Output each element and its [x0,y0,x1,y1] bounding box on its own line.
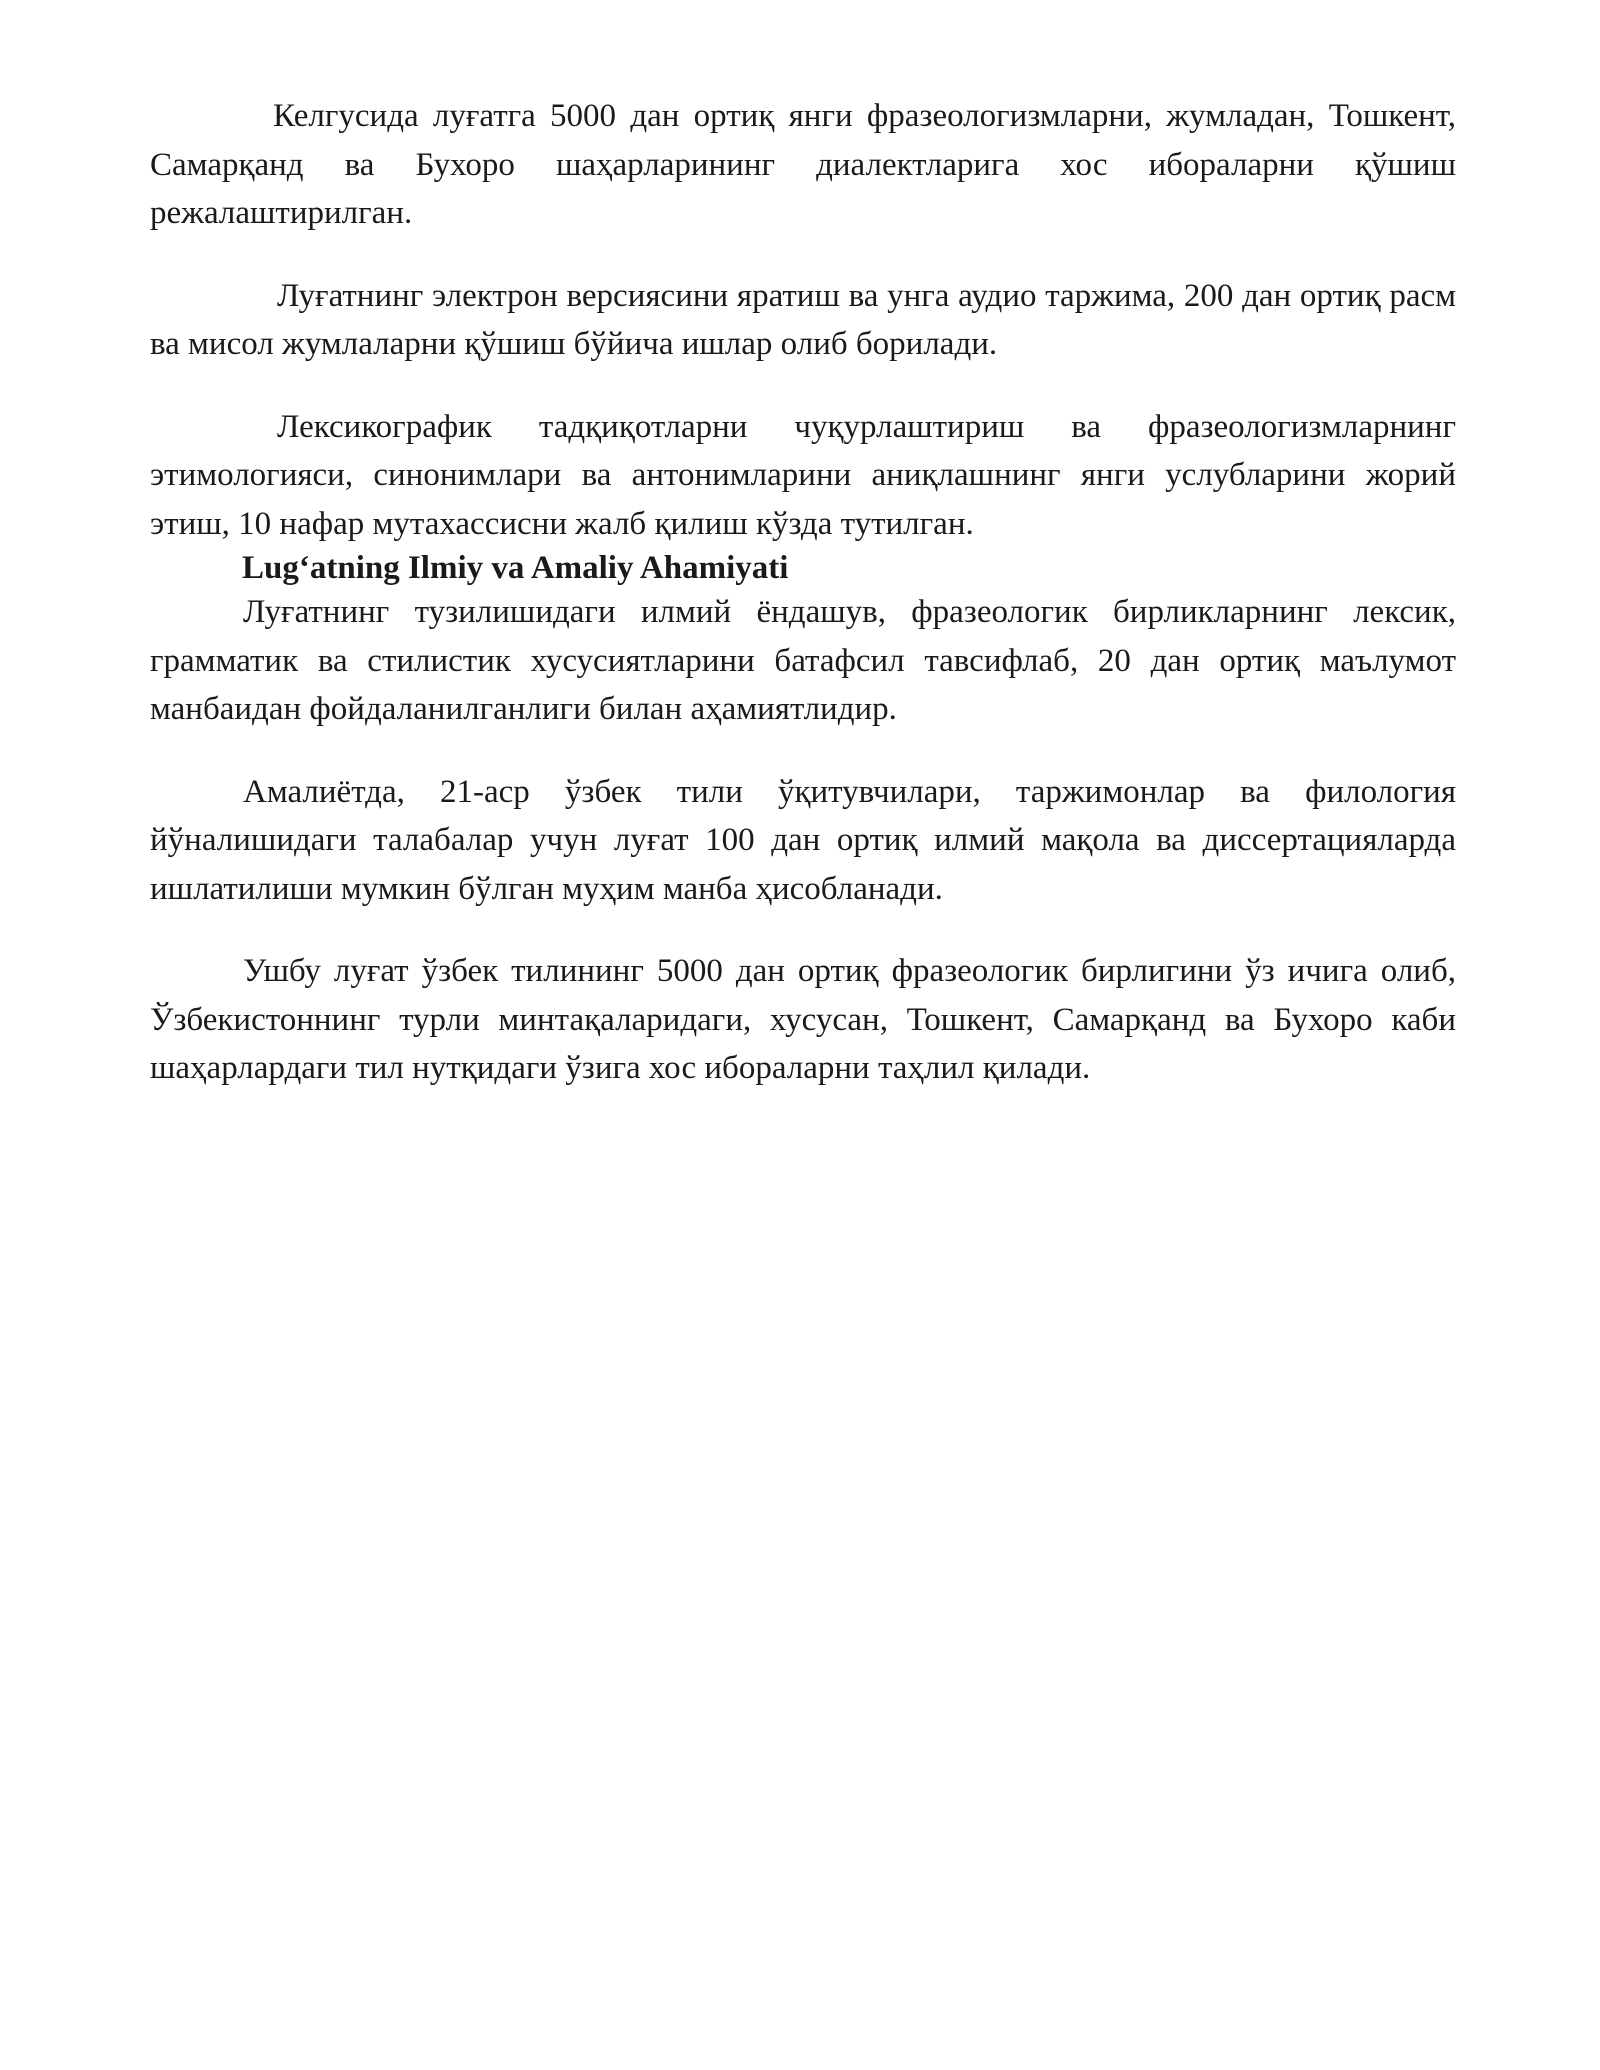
paragraph-electronic-version: Луғатнинг электрон версиясини яратиш ва унга аудио таржима, 200 дан ортиқ расм ва мисол жумлаларни қўшиш бўйича ишлар олиб борилади. [150,277,1456,362]
paragraph-scientific-approach: Луғатнинг тузилишидаги илмий ёндашув, фразеологик бирликларнинг лексик, грамматик ва стилистик хусусиятларини батафсил тавсифлаб, 20 дан ортиқ маълумот манбаидан фойдаланилганлиги билан аҳамиятлидир. [150,594,1456,727]
paragraph-research-plans: Лексикографик тадқиқотларни чуқурлаштириш ва фразеологизмларнинг этимологияси, синонимлари ва антонимларини аниқлашнинг янги услубларини жорий этиш, 10 нафар мутахассисни жалб қилиш кўзда тутилган. [150,408,1456,542]
paragraph-dictionary-summary: Ушбу луғат ўзбек тилининг 5000 дан ортиқ фразеологик бирлигини ўз ичига олиб, Ўзбекистоннинг турли минтақаларидаги, хусусан, Тошкент, Самарқанд ва Бухоро каби шаҳарлардаги тил нутқидаги ўзига хос ибораларни таҳлил қилади. [150,953,1456,1086]
document-body [150,92,1456,1093]
paragraph-future-plans: Келгусида луғатга 5000 дан ортиқ янги фразеологизмларни, жумладан, Тошкент, Самарқанд ва Бухоро шаҳарларининг диалектларига хос ибораларни қўшиш режалаштирилган. [150,98,1456,231]
paragraph-practical-use: Амалиётда, 21-аср ўзбек тили ўқитувчилари, таржимонлар ва филология йўналишидаги талабалар учун луғат 100 дан ортиқ илмий мақола ва диссертацияларда ишлатилиши мумкин бўлган муҳим манба ҳисобланади. [150,773,1456,907]
section-heading: Lugʻatning Ilmiy va Amaliy Ahamiyati [242,550,789,586]
